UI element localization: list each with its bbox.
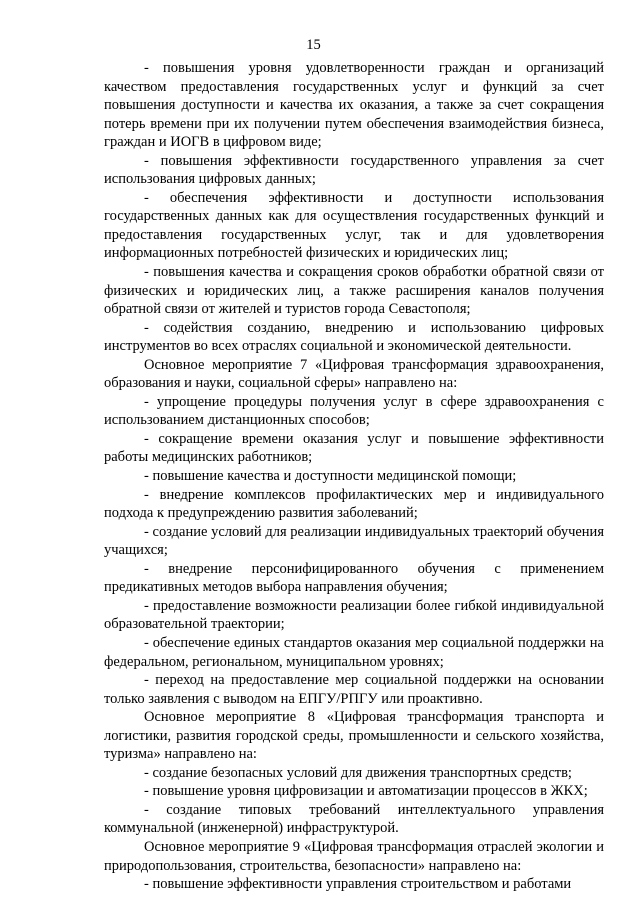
paragraph-bullet: - повышение эффективности управления строительством и работами	[144, 876, 572, 893]
paragraph-bullet: - повышение качества и доступности медицинской помощи;	[144, 468, 517, 485]
paragraph-measure-8: Основное мероприятие 8 «Цифровая трансформация транспорта и логистики, развития городской среды, промышленности и сельского хозяйства, туризма» направлено на:	[104, 709, 604, 763]
paragraph-bullet: - создание условий для реализации индивидуальных траекторий обучения учащихся;	[104, 523, 604, 559]
body-text	[104, 59, 604, 894]
paragraph-bullet: - повышения качества и сокращения сроков обработки обратной связи от физических и юридических лиц, а также расширения каналов получения обратной связи от жителей и туристов города Севастополя;	[104, 264, 604, 318]
paragraph-bullet: - внедрение персонифицированного обучения с применением предикативных методов выбора направления обучения;	[104, 560, 604, 596]
paragraph-bullet: - обеспечения эффективности и доступности использования государственных данных как для осуществления государственных функций и предоставления государственных услуг, так и для удовлетворения информационных потребностей физических и юридических лиц;	[104, 189, 604, 262]
paragraph-bullet: - предоставление возможности реализации более гибкой индивидуальной образовательной траектории;	[104, 597, 604, 633]
paragraph-bullet: - повышения эффективности государственного управления за счет использования цифровых данных;	[104, 152, 604, 188]
paragraph-bullet: - переход на предоставление мер социальной поддержки на основании только заявления с выводом на ЕПГУ/РПГУ или проактивно.	[104, 672, 604, 707]
paragraph-bullet: - содействия созданию, внедрению и использованию цифровых инструментов во всех отраслях социальной и экономической деятельности.	[104, 319, 604, 355]
paragraph-bullet: - повышение уровня цифровизации и автоматизации процессов в ЖКХ;	[144, 783, 588, 800]
paragraph-bullet: - создание типовых требований интеллектуального управления коммунальной (инженерной) инфраструктурой.	[104, 801, 604, 837]
paragraph-bullet: - внедрение комплексов профилактических мер и индивидуального подхода к предупреждению развития заболеваний;	[104, 486, 604, 522]
paragraph-bullet: - упрощение процедуры получения услуг в сфере здравоохранения с использованием дистанционных способов;	[104, 393, 604, 429]
paragraph-measure-7: Основное мероприятие 7 «Цифровая трансформация здравоохранения, образования и науки, социальной сферы» направлено на:	[104, 356, 604, 392]
paragraph-bullet: - обеспечение единых стандартов оказания мер социальной поддержки на федеральном, региональном, муниципальном уровнях;	[104, 634, 604, 670]
paragraph-bullet: - сокращение времени оказания услуг и повышение эффективности работы медицинских работников;	[104, 430, 604, 466]
paragraph-measure-9: Основное мероприятие 9 «Цифровая трансформация отраслей экологии и природопользования, строительства, безопасности» направлено на:	[104, 838, 604, 874]
page-number: 15	[306, 37, 321, 53]
paragraph-bullet: - повышения уровня удовлетворенности граждан и организаций качеством предоставления государственных услуг и функций за счет повышения доступности и качества их оказания, а также за счет сокращения потерь времени при их получении путем обеспечения взаимодействия бизнеса, граждан и ИОГВ в цифровом виде;	[104, 60, 604, 151]
paragraph-bullet: - создание безопасных условий для движения транспортных средств;	[144, 764, 572, 781]
